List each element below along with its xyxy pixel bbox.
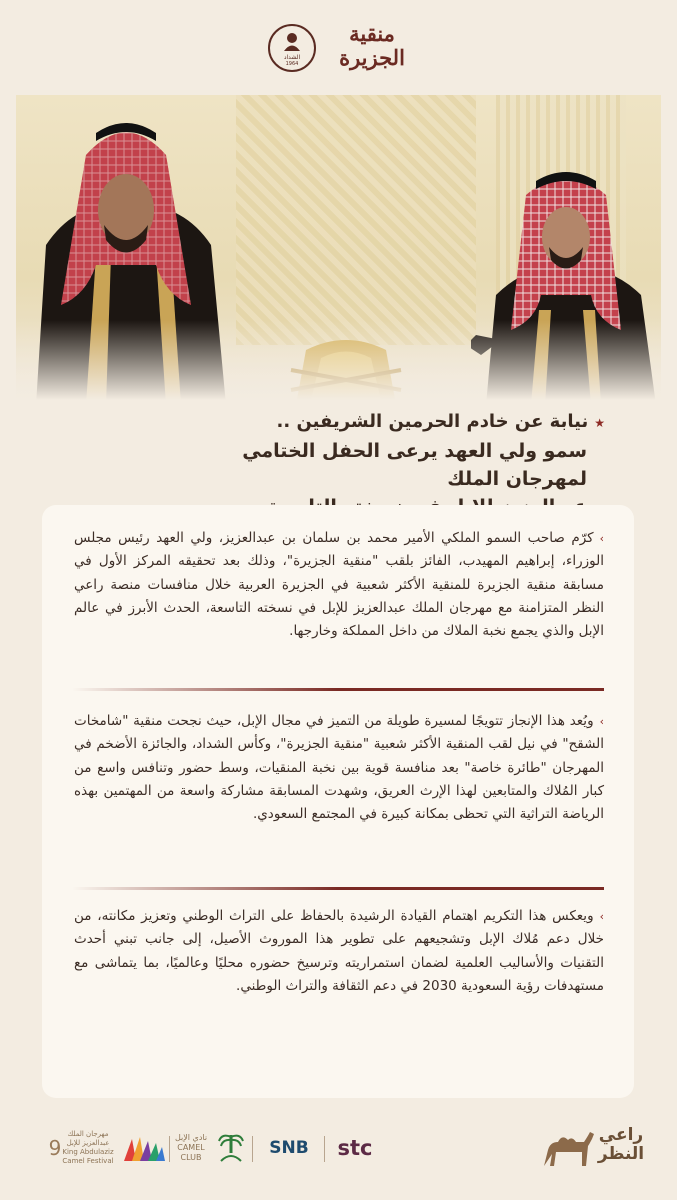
seal-year: 1964 [285, 60, 299, 67]
seal-emblem-icon [281, 30, 303, 52]
article-paragraph-1-text: كرّم صاحب السمو الملكي الأمير محمد بن سلمان بن عبدالعزيز، ولي العهد رئيس مجلس الوزراء، إبراهيم المهيدب، الفائز بلقب "منقية الجزيرة"، وذلك بعد تحقيقه المركز الأول في مسابقة منقية الجزيرة للمنقية الأكثر شعبية في الجزيرة العربية خلال منافسات منصة راعي النظر المتزامنة مع مهرجان الملك عبدالعزيز للإبل في نسخته التاسعة، الحدث الأبرز في عالم الإبل والذي يجمع نخبة الملاك من داخل المملكة وخارجها. [74, 530, 604, 640]
edition-number: 9 [48, 1136, 62, 1160]
stc-logo [330, 1128, 380, 1168]
paragraph-bullet-icon: › [599, 715, 604, 728]
sponsor-separator [252, 1136, 253, 1162]
divider [72, 887, 604, 890]
article-paragraph-1 [74, 527, 604, 643]
header [0, 0, 677, 95]
shaddad-seal-logo [268, 24, 316, 72]
photo-backdrop-tapestry [236, 95, 476, 345]
palm-swords-icon [216, 1131, 246, 1165]
festival-name-en: King Abdulaziz Camel Festival [62, 1148, 114, 1165]
ceremony-photo [16, 95, 661, 400]
headline-line-2: سمو ولي العهد يرعى الحفل الختامي لمهرجان الملك [242, 440, 587, 490]
brand-line-1: راعي [598, 1125, 644, 1145]
headline-line-1-text: نيابة عن خادم الحرمين الشريفين .. [276, 411, 589, 432]
camel-club-logo [172, 1128, 210, 1168]
festival-colorful-icon [122, 1133, 166, 1163]
sponsor-separator [324, 1136, 325, 1162]
seal-text: الشداد [283, 53, 301, 61]
photo-fade [16, 320, 661, 400]
sponsor-separator [169, 1136, 170, 1162]
star-bullet-icon: ★ [594, 416, 605, 430]
paragraph-bullet-icon: › [599, 532, 604, 545]
camel-club-en: CAMEL CLUB [177, 1143, 205, 1162]
logo-title: منقية الجزيرة [339, 21, 405, 70]
article-card [42, 505, 634, 1098]
saudi-emblem-logo [213, 1128, 249, 1168]
snb-logo [258, 1128, 320, 1168]
festival-text-logo [58, 1128, 118, 1168]
brand-line-2: النظر [597, 1144, 645, 1164]
camel-club-ar: نادي الإبل [174, 1133, 208, 1142]
festival-logo [120, 1128, 168, 1168]
stc-text: stc [337, 1136, 373, 1160]
paragraph-bullet-icon: › [599, 910, 604, 923]
article-paragraph-3-text: ويعكس هذا التكريم اهتمام القيادة الرشيدة بالحفاظ على التراث الوطني وتعزيز مكانته، من خلال دعم مُلاك الإبل وتشجيعهم على تطوير هذا الموروث الأصيل، إلى جانب تبني أحدث التقنيات والأساليب العلمية لضمان استمراريته وترسيخ حضوره محليًا وعالميًا، بما يتماشى مع مستهدفات رؤية السعودية 2030 في دعم الثقافة والتراث الوطني. [74, 908, 604, 994]
article-paragraph-2 [74, 710, 604, 826]
footer-sponsors [0, 1120, 677, 1200]
headline-line-1 [200, 408, 605, 437]
festival-name-ar: مهرجان الملك عبدالعزيز للإبل [66, 1130, 110, 1147]
article-paragraph-3 [74, 905, 604, 998]
divider [72, 688, 604, 691]
article-paragraph-2-text: ويُعد هذا الإنجاز تتويجًا لمسيرة طويلة من التميز في مجال الإبل، حيث نجحت منقية "شامخات الشقح" في نيل لقب المنقية الأكثر شعبية "منقية الجزيرة"، وكأس الشداد، والجائزة الأضخم في المهرجان "طائرة خاصة" بعد منافسة قوية بين نخبة المنقيات، وسط حضور وتنافس واسع من كبار المُلاك والمتابعين لهذا الإرث العريق، وشهدت المسابقة مشاركة واسعة من المهتمين بهذه الرياضة التراثية التي تحظى بمكانة كبيرة في المجتمع السعودي. [74, 713, 604, 823]
brand-logo-text [595, 1126, 647, 1164]
camel-icon [540, 1126, 596, 1170]
snb-text: SNB [269, 1138, 309, 1158]
